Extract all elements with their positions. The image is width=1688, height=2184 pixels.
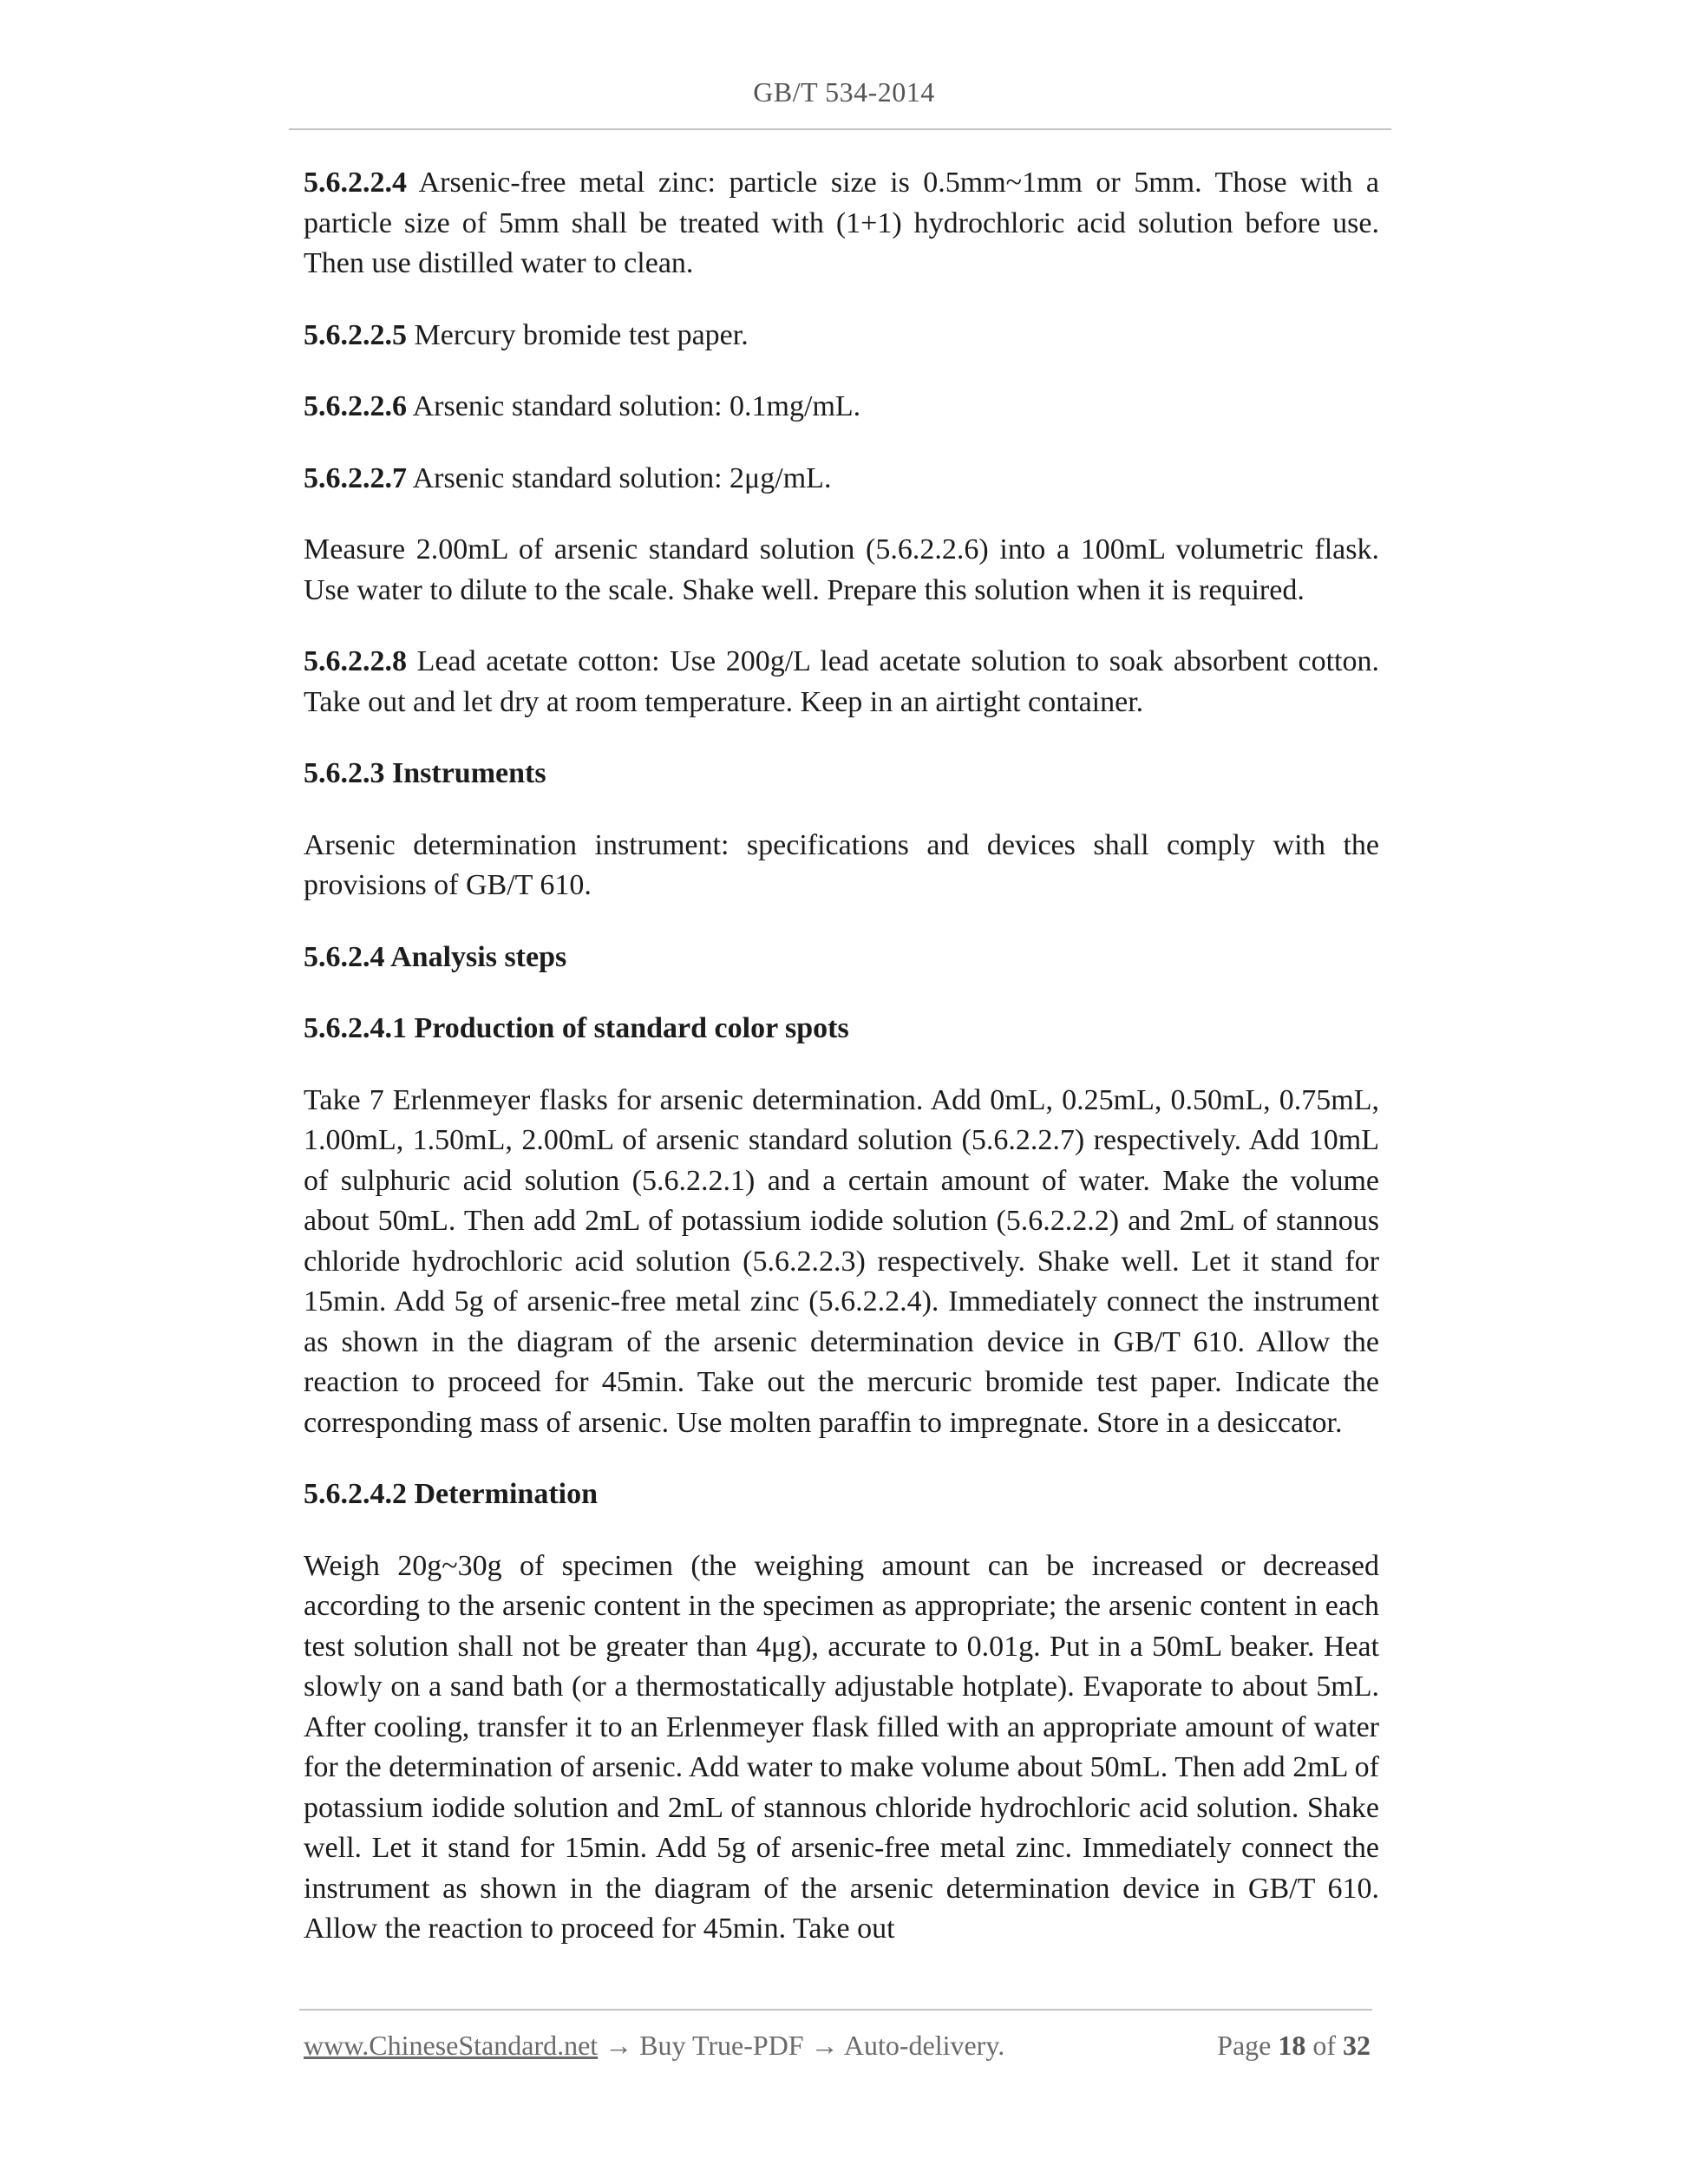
determination-heading: 5.6.2.4.2 Determination (304, 1478, 599, 1510)
instruments-paragraph: Arsenic determination instrument: specifications and devices shall comply with the provisions of GB/T 610. (304, 828, 1379, 901)
document-header-title: GB/T 534-2014 (753, 76, 935, 108)
buy-text: Buy True-PDF (639, 2030, 804, 2061)
clause-number: 5.6.2.2.6 (304, 390, 407, 422)
clause-5-6-2-2-4 (304, 163, 1379, 284)
instruments-heading: 5.6.2.3 Instruments (304, 757, 546, 789)
clause-number: 5.6.2.2.7 (304, 461, 407, 494)
page-number (1217, 2030, 1371, 2062)
header-divider (289, 128, 1391, 130)
page-total: 32 (1343, 2030, 1371, 2061)
clause-5-6-2-2-6 (304, 387, 1379, 428)
clause-number: 5.6.2.2.8 (304, 645, 407, 677)
page-label: Page (1217, 2030, 1279, 2061)
clause-text: Arsenic-free metal zinc: particle size is 0.5mm~1mm or 5mm. Those with a particle size of 5mm shall be treated with (1+1) hydrochloric acid solution before use. Then use distilled water to clean. (304, 167, 1379, 279)
clause-5-6-2-2-8 (304, 642, 1379, 723)
page-of: of (1305, 2030, 1343, 2061)
analysis-steps-heading: 5.6.2.4 Analysis steps (304, 940, 567, 973)
delivery-text: Auto-delivery. (843, 2030, 1005, 2061)
clause-5-6-2-2-5 (304, 316, 1379, 356)
page-footer (304, 2030, 1371, 2062)
clause-text: Mercury bromide test paper. (407, 318, 749, 351)
website-link[interactable]: www.ChineseStandard.net (304, 2030, 599, 2061)
footer-divider (299, 2009, 1372, 2011)
production-paragraph: Take 7 Erlenmeyer flasks for arsenic determination. Add 0mL, 0.25mL, 0.50mL, 0.75mL, 1.00mL, 1.50mL, 2.00mL of arsenic standard solution (5.6.2.2.7) respectively. Add 10mL of sulphuric acid solution (5.6.2.2.1) and a certain amount of water. Make the volume about 50mL. Then add 2mL of potassium iodide solution (5.6.2.2.2) and 2mL of stannous chloride hydrochloric acid solution (5.6.2.2.3) respectively. Shake well. Let it stand for 15min. Add 5g of arsenic-free metal zinc (5.6.2.2.4). Immediately connect the instrument as shown in the diagram of the arsenic determination device in GB/T 610. Allow the reaction to proceed for 45min. Take out the mercuric bromide test paper. Indicate the corresponding mass of arsenic. Use molten paraffin to impregnate. Store in a desiccator. (304, 1083, 1379, 1439)
clause-text: Arsenic standard solution: 0.1mg/mL. (407, 390, 861, 422)
determination-paragraph: Weigh 20g~30g of specimen (the weighing amount can be increased or decreased according to the arsenic content in the specimen as appropriate; the arsenic content in each test solution shall not be greater than 4μg), accurate to 0.01g. Put in a 50mL beaker. Heat slowly on a sand bath (or a thermostatically adjustable hotplate). Evaporate to about 5mL. After cooling, transfer it to an Erlenmeyer flask filled with an appropriate amount of water for the determination of arsenic. Add water to make volume about 50mL. Then add 2mL of potassium iodide solution and 2mL of stannous chloride hydrochloric acid solution. Shake well. Let it stand for 15min. Add 5g of arsenic-free metal zinc. Immediately connect the instrument as shown in the diagram of the arsenic determination device in GB/T 610. Allow the reaction to proceed for 45min. Take out (304, 1549, 1379, 1945)
clause-number: 5.6.2.2.4 (304, 167, 407, 199)
arrow-icon: → (803, 2030, 844, 2061)
clause-number: 5.6.2.2.5 (304, 318, 407, 351)
clause-5-6-2-2-7 (304, 459, 1379, 500)
clause-5-6-2-2-7-paragraph: Measure 2.00mL of arsenic standard solution (5.6.2.2.6) into a 100mL volumetric flask. Use water to dilute to the scale. Shake well. Prepare this solution when it is required. (304, 533, 1379, 606)
page-current: 18 (1278, 2030, 1306, 2061)
arrow-icon: → (598, 2030, 640, 2061)
production-heading: 5.6.2.4.1 Production of standard color spots (304, 1012, 849, 1044)
clause-text: Arsenic standard solution: 2μg/mL. (407, 461, 832, 494)
clause-text: Lead acetate cotton: Use 200g/L lead acetate solution to soak absorbent cotton. Take out and let dry at room temperature. Keep in an airtight container. (304, 645, 1379, 718)
document-body (304, 163, 1379, 1981)
